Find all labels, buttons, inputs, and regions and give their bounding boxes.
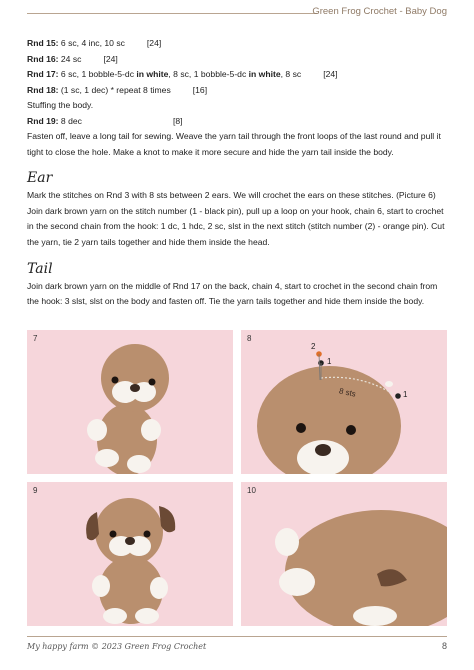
- ear-paragraph-1: Mark the stitches on Rnd 3 with 8 sts between 2 ears. We will crochet the ears on these stitches. (Picture 6): [27, 190, 436, 201]
- round-19: [27, 114, 447, 130]
- round-text: in white: [248, 69, 281, 79]
- stitch-count-label: 8 sts: [338, 386, 357, 399]
- photo-number: 8: [247, 334, 252, 343]
- header-rule: [27, 13, 317, 14]
- photo-number: 10: [247, 486, 256, 495]
- round-text: 6 sc, 1 bobble-5-dc: [58, 69, 137, 79]
- plush-dog-with-ears-illustration: [27, 482, 233, 626]
- tail-heading: Tail: [27, 260, 53, 277]
- fasten-paragraph: Fasten off, leave a long tail for sewing. Weave the yarn tail through the front loops of the last round and pull it tight to close the hole. Make a knot to make it more secure and hide the yarn tail inside the body.: [27, 131, 441, 157]
- round-row: [27, 67, 447, 83]
- round-label: Rnd 18:: [27, 84, 59, 95]
- round-row: [27, 36, 447, 52]
- footer-copyright: My happy farm © 2023 Green Frog Crochet: [27, 642, 207, 651]
- photo-9: [27, 482, 233, 626]
- pin-1b-label: 1: [403, 390, 408, 399]
- footer-rule: [27, 636, 447, 637]
- photo-number: 7: [33, 334, 38, 343]
- round-row: [27, 83, 447, 99]
- round-count: [24]: [323, 69, 338, 79]
- round-text: 24 sc: [58, 53, 82, 64]
- photo-number: 9: [33, 486, 38, 495]
- round-text: (1 sc, 1 dec) * repeat 8 times: [58, 84, 171, 95]
- round-label: Rnd 16:: [27, 53, 59, 64]
- ear-paragraph-2: Join dark brown yarn on the stitch number (1 - black pin), pull up a loop on your hook, chain 6, start to crochet in the second chain from the hook: 1 dc, 1 hdc, 2 sc, slst in the next stitch (stitch number (2) - orange pin). Cut the yarn, tie 2 yarn tails together and hide them inside the head.: [27, 205, 445, 247]
- round-count: [16]: [192, 84, 208, 95]
- tail-paragraph: Join dark brown yarn on the middle of Rnd 17 on the back, chain 4, start to crochet in the second chain from the hook: 3 slst, slst on the body and fasten off. Tie the yarn tails together and hide them inside the body.: [27, 280, 438, 307]
- round-count: [8]: [173, 115, 183, 126]
- photo-10: [241, 482, 447, 626]
- plush-dog-body-illustration: [27, 330, 233, 474]
- header-title: Green Frog Crochet - Baby Dog: [312, 6, 447, 17]
- photo-7: [27, 330, 233, 474]
- page-number: 8: [441, 641, 447, 651]
- ear-heading: Ear: [27, 170, 53, 187]
- round-row: [27, 52, 447, 68]
- round-text: 8 dec: [58, 115, 82, 126]
- round-label: Rnd 17:: [27, 69, 59, 79]
- rounds-list: [27, 36, 447, 98]
- photo-grid: [27, 330, 447, 626]
- round-text: , 8 sc: [280, 69, 302, 79]
- round-count: [24]: [103, 53, 118, 64]
- pin-1-label: 1: [327, 357, 332, 366]
- plush-dog-head-pins-illustration: [241, 330, 447, 474]
- round-text: 6 sc, 4 inc, 10 sc: [58, 38, 125, 48]
- plush-dog-tail-illustration: [241, 482, 447, 626]
- page-content: [27, 36, 447, 310]
- round-label: Rnd 15:: [27, 38, 59, 48]
- stuffing-line: Stuffing the body.: [27, 100, 94, 110]
- round-label: Rnd 19:: [27, 115, 59, 126]
- round-text: , 8 sc, 1 bobble-5-dc: [168, 69, 249, 79]
- photo-8: [241, 330, 447, 474]
- round-count: [24]: [146, 38, 162, 48]
- pin-2-label: 2: [311, 342, 316, 351]
- round-text: in white: [136, 69, 169, 79]
